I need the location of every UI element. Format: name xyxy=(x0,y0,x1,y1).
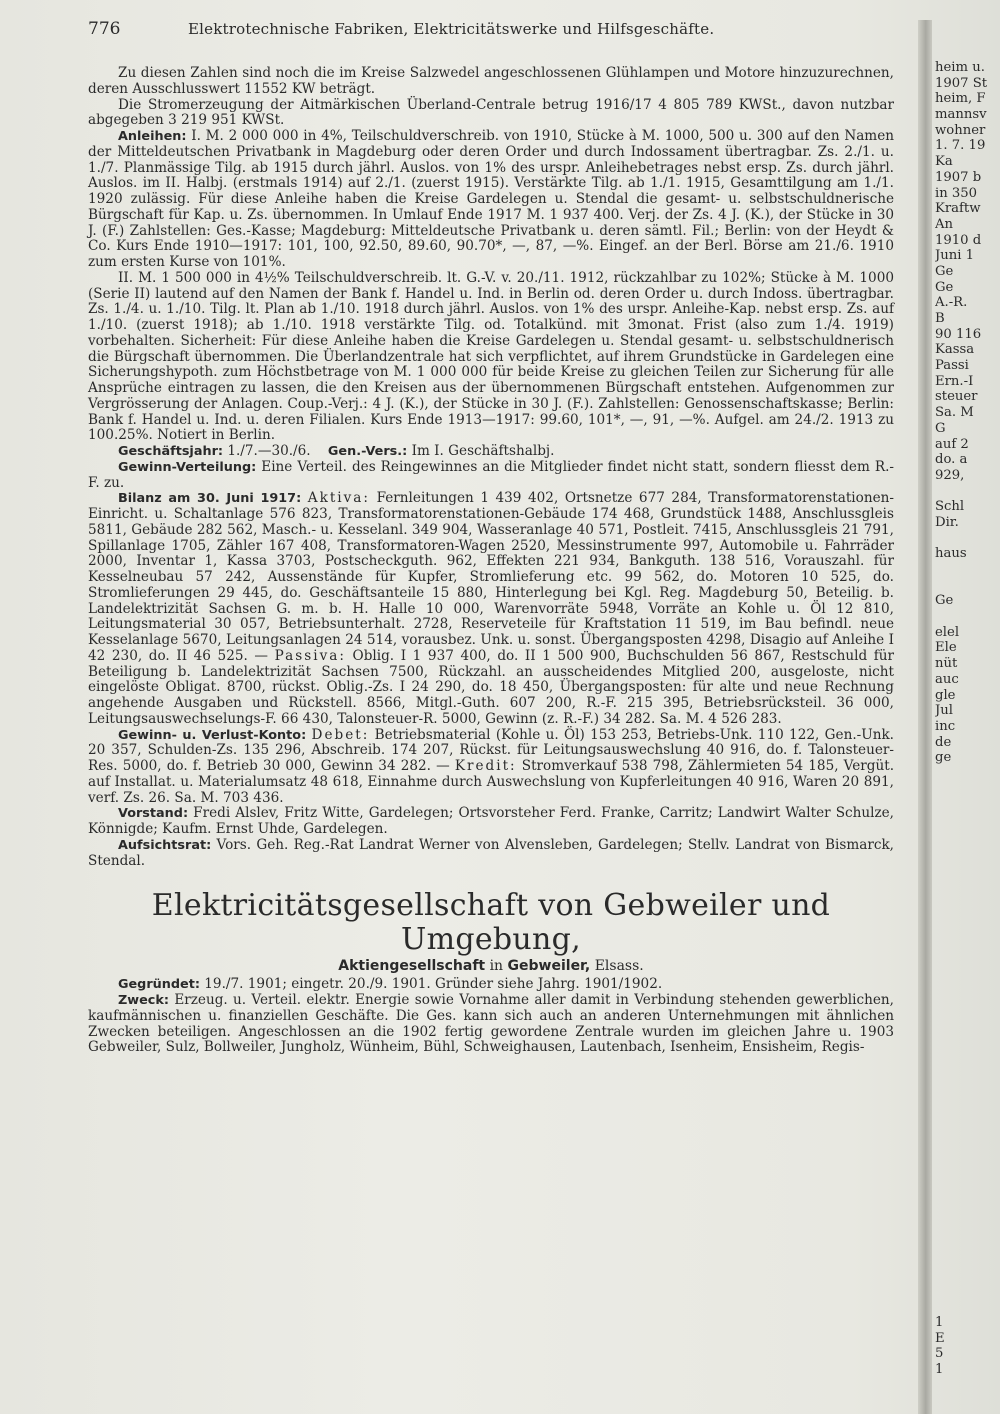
adjacent-page-line: Schl xyxy=(935,499,965,515)
text-passiva: Oblig. I 1 937 400, do. II 1 500 900, Buchschulden 56 867, Restschuld für Beteiligung b. Landelektrizität Sachsen 7500, Rückzahl. an ausscheidendes Mitglied 200, ausgeloste, nicht eingelöste Obligat. 8700, rückst. Oblig.-Zs. I 24 290, do. 18 450, Übergangsposten: für alte und neue Rechnung angehende Ausgaben und Rückstell. 8566, Mitgl.-Guth. 607 200, R.-F. 215 395, Betriebsrücksteil. 36 000, Leitungsauswechselungs-F. 66 430, Talonsteuer-R. 5000, Gewinn (z. R.-F.) 34 282. Sa. M. 4 526 283. xyxy=(88,647,895,727)
section-gegruendet xyxy=(88,977,894,993)
label-gewinn-verteilung: Gewinn-Verteilung: xyxy=(118,459,257,475)
adjacent-page-line: haus xyxy=(935,546,967,562)
section-bilanz xyxy=(88,491,894,727)
adjacent-page-line: Kassa xyxy=(935,342,975,358)
adjacent-page-line xyxy=(935,1080,1000,1096)
adjacent-page-line: Ka xyxy=(935,154,953,170)
adjacent-page-line xyxy=(935,1033,1000,1049)
adjacent-page-line: heim u. xyxy=(935,60,985,75)
adjacent-page-line: Ge xyxy=(935,279,954,295)
adjacent-page-line: 929, xyxy=(935,467,965,483)
adjacent-page-line xyxy=(935,1158,1000,1174)
adjacent-page-line xyxy=(935,1252,1000,1268)
adjacent-page-line xyxy=(935,1048,1000,1064)
adjacent-page-line: de xyxy=(935,734,952,750)
adjacent-page-line: Juni 1 xyxy=(935,248,975,264)
adjacent-page-line xyxy=(935,1017,1000,1033)
subtitle-in: in xyxy=(489,958,504,975)
text-genvers: Im I. Geschäftshalbj. xyxy=(411,443,555,459)
section-anleihen xyxy=(88,129,894,271)
adjacent-page-column xyxy=(935,60,1000,1378)
section-zweck xyxy=(88,993,894,1056)
adjacent-page-line xyxy=(935,891,1000,907)
adjacent-page-line xyxy=(935,939,1000,955)
text-kredit: Stromverkauf 538 798, Zählermieten 54 185, Vergüt. auf Installat. u. Materialumsatz 48 618, Einnahme durch Auswechslung von Kupferleitungen 40 916, Waren 20 891, verf. Zs. 26. Sa. M. 703 436. xyxy=(88,758,895,806)
adjacent-page-line xyxy=(935,1174,1000,1190)
adjacent-page-line: elel xyxy=(935,624,960,640)
adjacent-page-line xyxy=(935,1221,1000,1237)
adjacent-page-line: gle xyxy=(935,687,956,703)
adjacent-page-line xyxy=(935,1095,1000,1111)
section-geschaeftsjahr xyxy=(88,444,894,460)
adjacent-page-line: B xyxy=(935,311,945,326)
label-bilanz: Bilanz am 30. Juni 1917: xyxy=(118,491,302,507)
label-geschaeftsjahr: Geschäftsjahr: xyxy=(118,444,223,459)
adjacent-page-line xyxy=(935,923,1000,939)
adjacent-page-line xyxy=(935,907,1000,923)
page-number: 776 xyxy=(88,19,121,39)
label-anleihen: Anleihen: xyxy=(118,129,187,144)
text-debet: Betriebsmaterial (Kohle u. Öl) 153 253, Betriebs-Unk. 110 122, Gen.-Unk. 20 357, Schulden-Zs. 135 296, Abschreib. 174 207, Rückst. für Leitungsauswechslung 40 916, do. f. Talonsteuer-Res. 5000, do. f. Betrieb 30 000, Gewinn 34 282. — xyxy=(88,726,895,774)
adjacent-page-line xyxy=(935,1111,1000,1127)
adjacent-page-line: A.-R. xyxy=(935,295,968,311)
adjacent-page-line xyxy=(935,1237,1000,1253)
text-anleihe-2: II. M. 1 500 000 in 4½% Teilschuldverschreib. lt. G.-V. v. 20./11. 1912, rückzahlbar zu 102%; Stücke à M. 1000 (Serie II) lautend auf den Namen der Bank f. Handel u. Ind. in Berlin od. deren Order u. durch Indoss. übertragbar. Zs. 1./4. u. 1./10. Tilg. lt. Plan ab 1./10. 1918 durch jährl. Auslos. von 1% des urspr. Anleihe-Kap. nebst ersp. Zs. auf 1./10. (zuerst 1918); ab 1./10. 1918 verstärkte Tilg. od. Totalkünd. mit 3monat. Frist (also zum 1./4. 1919) vorbehalten. Sicherheit: Für diese Anleihe haben die Kreise Gardelegen u. Stendal gesamt- u. selbstschuldnerisch die Bürgschaft übernommen. Die Überlandzentrale hat sich verpflichtet, auf ihrem Grundstücke in Gardelegen eine Sicherungshypoth. zum Höchstbetrage von M. 1 000 000 für beide Kreise zu gleichen Teilen zur Sicherung für alle Ansprüche eintragen zu lassen, die den Kreisen aus der übernommenen Bürgschaft entstehen. Aufgenommen zur Vergrösserung der Anlagen. Coup.-Verj.: 4 J. (K.), der Stücke in 30 J. (F.). Zahlstellen: Genossenschaftskasse; Berlin: Bank f. Handel u. Ind. u. deren Filialen. Kurs Ende 1913—1917: 99.60, 101*, —, 91, —%. Aufgel. am 24./2. 1913 zu 100.25%. Notiert in Berlin. xyxy=(88,269,894,444)
book-gutter xyxy=(918,20,932,1414)
adjacent-page-line xyxy=(935,860,1000,876)
adjacent-page-line: E xyxy=(935,1330,945,1346)
text-gegruendet: 19./7. 1901; eingetr. 20./9. 1901. Gründer siehe Jahrg. 1901/1902. xyxy=(204,976,663,993)
adjacent-page-line xyxy=(935,876,1000,892)
adjacent-page-line: 90 116 xyxy=(935,326,982,342)
text-zweck: Erzeug. u. Verteil. elektr. Energie sowie Vornahme aller damit in Verbindung stehenden gewerblichen, kaufmännischen u. finanziellen Geschäfte. Die Ges. kann sich auch an anderen Unternehmungen mit ähnlichen Zwecken beteiligen. Angeschlossen an die 1902 fertig gewordene Zentrale wurden im gleichen Jahre u. 1903 Gebweiler, Sulz, Bollweiler, Jungholz, Wünheim, Bühl, Schweighausen, Lautenbach, Isenheim, Ensisheim, Regis- xyxy=(88,992,894,1056)
text-geschaeftsjahr: 1./7.—30./6. xyxy=(227,443,311,459)
adjacent-page-line: 1907 b xyxy=(935,169,982,185)
adjacent-page-line xyxy=(935,782,1000,798)
adjacent-page-line: Dir. xyxy=(935,514,959,530)
adjacent-page-line: auc xyxy=(935,671,959,687)
adjacent-page-line: inc xyxy=(935,718,956,734)
text-aktiva: Fernleitungen 1 439 402, Ortsnetze 677 284, Transformatorenstationen-Einricht. u. Schaltanlage 576 823, Transformatorenstationen-Gebäude 174 468, Grundstück 1488, Anschlussgleis 5811, Gebäude 282 562, Masch.- u. Kesselanl. 349 904, Wasseranlage 40 571, Postleit. 7415, Anschlussgleis 21 791, Spillanlage 1705, Zähler 167 408, Transformatoren-Wagen 2520, Messinstrumente 997, Automobile u. Fahrräder 2000, Inventar 1, Kassa 3703, Postscheckguth. 962, Effekten 221 934, Bankguth. 138 516, Vorauszahl. für Kesselneubau 57 242, Aussenstände für Kupfer, Stromlieferung etc. 99 562, do. Motoren 10 525, do. Stromlieferungen 29 445, do. Geschäftsanteile 15 880, Hinterlegung bei Kgl. Reg. Magdeburg 50, Beteilig. b. Landelektrizität Sachsen G. m. b. H. Halle 10 000, Warenvorräte 5948, Vorräte an Kohle u. Öl 12 810, Leitungsmaterial 30 057, Betriebsunterhalt. 2728, Reserveteile für Kraftstation 11 519, im Bau befindl. neue Kesselanlage 5670, Leitungsanlagen 24 514, vorausbez. Unk. u. sonst. Übergangsposten 4298, Disagio auf Anleihe I 42 230, do. II 46 525. — xyxy=(88,490,894,664)
page-header xyxy=(88,19,894,46)
adjacent-page-line: Ge xyxy=(935,263,954,279)
adjacent-page-line xyxy=(935,766,1000,782)
text-gewinn-verteilung: Eine Verteil. des Reingewinnes an die Mitglieder findet nicht statt, sondern fliesst dem R.-F. zu. xyxy=(88,458,894,491)
text-anleihen: I. M. 2 000 000 in 4%, Teilschuldverschreib. von 1910, Stücke à M. 1000, 500 u. 300 auf den Namen der Mitteldeutschen Privatbank in Magdeburg oder deren Order und durch Indossament übertragbar. Zs. 2./1. u. 1./7. Planmässige Tilg. ab 1915 durch jährl. Auslos. von 1% des urspr. Anleihebetrages nebst ersp. Zs. durch jährl. Auslos. im II. Halbj. (erstmals 1914) auf 2./1. (zuerst 1915). Verstärkte Tilg. ab 1./1. 1915, Gesamttilgung am 1./1. 1920 zulässig. Für diese Anleihe haben die Kreise Gardelegen u. Stendal die gesamt- u. selbstschuldnerische Bürgschaft für Kap. u. Zs. übernommen. In Umlauf Ende 1917 M. 1 937 400. Verj. der Zs. 4 J. (K.), der Stücke in 30 J. (F.) Zahlstellen: Ges.-Kasse; Magdeburg: Mitteldeutsche Privatbank u. deren sämtl. Fil.; Berlin: von der Heydt & Co. Kurs Ende 1910—1917: 101, 100, 92.50, 89.60, 90.70*, —, 87, —%. Eingef. an der Berl. Börse am 21./6. 1910 zum ersten Kurse von 101%. xyxy=(88,128,895,270)
label-debet: Debet: xyxy=(311,726,370,743)
label-aufsichtsrat: Aufsichtsrat: xyxy=(118,837,212,853)
adjacent-page-line xyxy=(935,578,1000,594)
adjacent-page-line xyxy=(935,844,1000,860)
adjacent-page-line: heim, F xyxy=(935,91,986,107)
paragraph-glühlampen: Zu diesen Zahlen sind noch die im Kreise Salzwedel angeschlossenen Glühlampen und Motore hinzuzurechnen, deren Ausschlusswert 11552 KW beträgt. xyxy=(88,65,894,97)
adjacent-page-line: 1907 St xyxy=(935,75,988,91)
adjacent-page-line xyxy=(935,1001,1000,1017)
adjacent-page-line xyxy=(935,1284,1000,1300)
adjacent-page-line xyxy=(935,813,1000,829)
label-zweck: Zweck: xyxy=(118,993,169,1008)
adjacent-page-line: Kraftw xyxy=(935,201,981,217)
adjacent-page-line xyxy=(935,1127,1000,1143)
paragraph-stromerzeugung: Die Stromerzeugung der Aitmärkischen Überland-Centrale betrug 1916/17 4 805 789 KWSt., davon nutzbar abgegeben 3 219 951 KWSt. xyxy=(88,96,894,129)
company-title: Elektricitätsgesellschaft von Gebweiler und Umgebung, xyxy=(151,888,831,958)
adjacent-page-line xyxy=(935,609,1000,625)
section-anleihe-2 xyxy=(88,271,894,444)
adjacent-page-line: ge xyxy=(935,750,952,766)
adjacent-page-line xyxy=(935,954,1000,970)
adjacent-page-line xyxy=(935,970,1000,986)
label-gewinn-verlust: Gewinn- u. Verlust-Konto: xyxy=(118,727,307,743)
adjacent-page-line: steuer xyxy=(935,389,978,405)
section-vorstand xyxy=(88,806,894,838)
text-vorstand: Fredi Alslev, Fritz Witte, Gardelegen; Ortsvorsteher Ferd. Franke, Carritz; Landwirt Walter Schulze, Könnigde; Kaufm. Ernst Uhde, Gardelegen. xyxy=(88,805,895,837)
running-title: Elektrotechnische Fabriken, Elektricitätswerke und Hilfsgeschäfte. xyxy=(188,20,715,38)
subtitle-city: Gebweiler, xyxy=(507,958,591,975)
subtitle-region: Elsass. xyxy=(594,958,644,975)
adjacent-page-line: 1910 d xyxy=(935,232,982,248)
label-passiva: Passiva: xyxy=(274,647,346,664)
adjacent-page-line: Ern.-I xyxy=(935,373,974,389)
adjacent-page-line: Ele xyxy=(935,640,957,656)
subtitle-ag: Aktiengesellschaft xyxy=(338,958,486,975)
label-genvers: Gen.-Vers.: xyxy=(327,444,408,459)
adjacent-page-line xyxy=(935,1299,1000,1315)
adjacent-page-line: 5 xyxy=(935,1346,944,1362)
company-subtitle xyxy=(88,957,894,975)
adjacent-page-line xyxy=(935,1064,1000,1080)
adjacent-page-line: mannsv xyxy=(935,107,987,123)
adjacent-page-line: auf 2 xyxy=(935,436,969,452)
adjacent-page-line xyxy=(935,562,1000,578)
adjacent-page-line xyxy=(935,829,1000,845)
adjacent-page-line: 1. 7. 19 xyxy=(935,138,986,154)
adjacent-page-line xyxy=(935,1190,1000,1206)
label-gegruendet: Gegründet: xyxy=(118,977,200,993)
adjacent-page-line: An xyxy=(935,216,954,232)
adjacent-page-line xyxy=(935,986,1000,1002)
section-aufsichtsrat xyxy=(88,838,894,870)
adjacent-page-line xyxy=(935,1142,1000,1158)
section-gewinn-verlust xyxy=(88,728,894,807)
adjacent-page-line: 1 xyxy=(935,1315,944,1330)
adjacent-page-line: in 350 xyxy=(935,185,978,201)
adjacent-page-line xyxy=(935,1268,1000,1284)
label-aktiva: Aktiva: xyxy=(307,490,370,507)
adjacent-page-line xyxy=(935,1205,1000,1221)
adjacent-page-line: Ge xyxy=(935,593,954,609)
adjacent-page-line: Passi xyxy=(935,358,969,374)
adjacent-page-line xyxy=(935,531,1000,547)
label-vorstand: Vorstand: xyxy=(118,806,189,822)
text-aufsichtsrat: Vors. Geh. Reg.-Rat Landrat Werner von Alvensleben, Gardelegen; Stellv. Landrat von Bismarck, Stendal. xyxy=(88,836,895,869)
adjacent-page-line: Jul xyxy=(935,703,953,719)
adjacent-page-line: do. a xyxy=(935,452,968,468)
adjacent-page-line: 1 xyxy=(935,1362,944,1378)
adjacent-page-line: wohner xyxy=(935,122,986,138)
adjacent-page-line: G xyxy=(935,420,946,436)
label-kredit: Kredit: xyxy=(454,758,517,774)
adjacent-page-line: nüt xyxy=(935,656,958,672)
adjacent-page-line xyxy=(935,484,1000,500)
adjacent-page-line: Sa. M xyxy=(935,405,974,421)
adjacent-page-line xyxy=(935,797,1000,813)
section-gewinn-verteilung xyxy=(88,460,894,492)
main-column xyxy=(88,19,895,1056)
